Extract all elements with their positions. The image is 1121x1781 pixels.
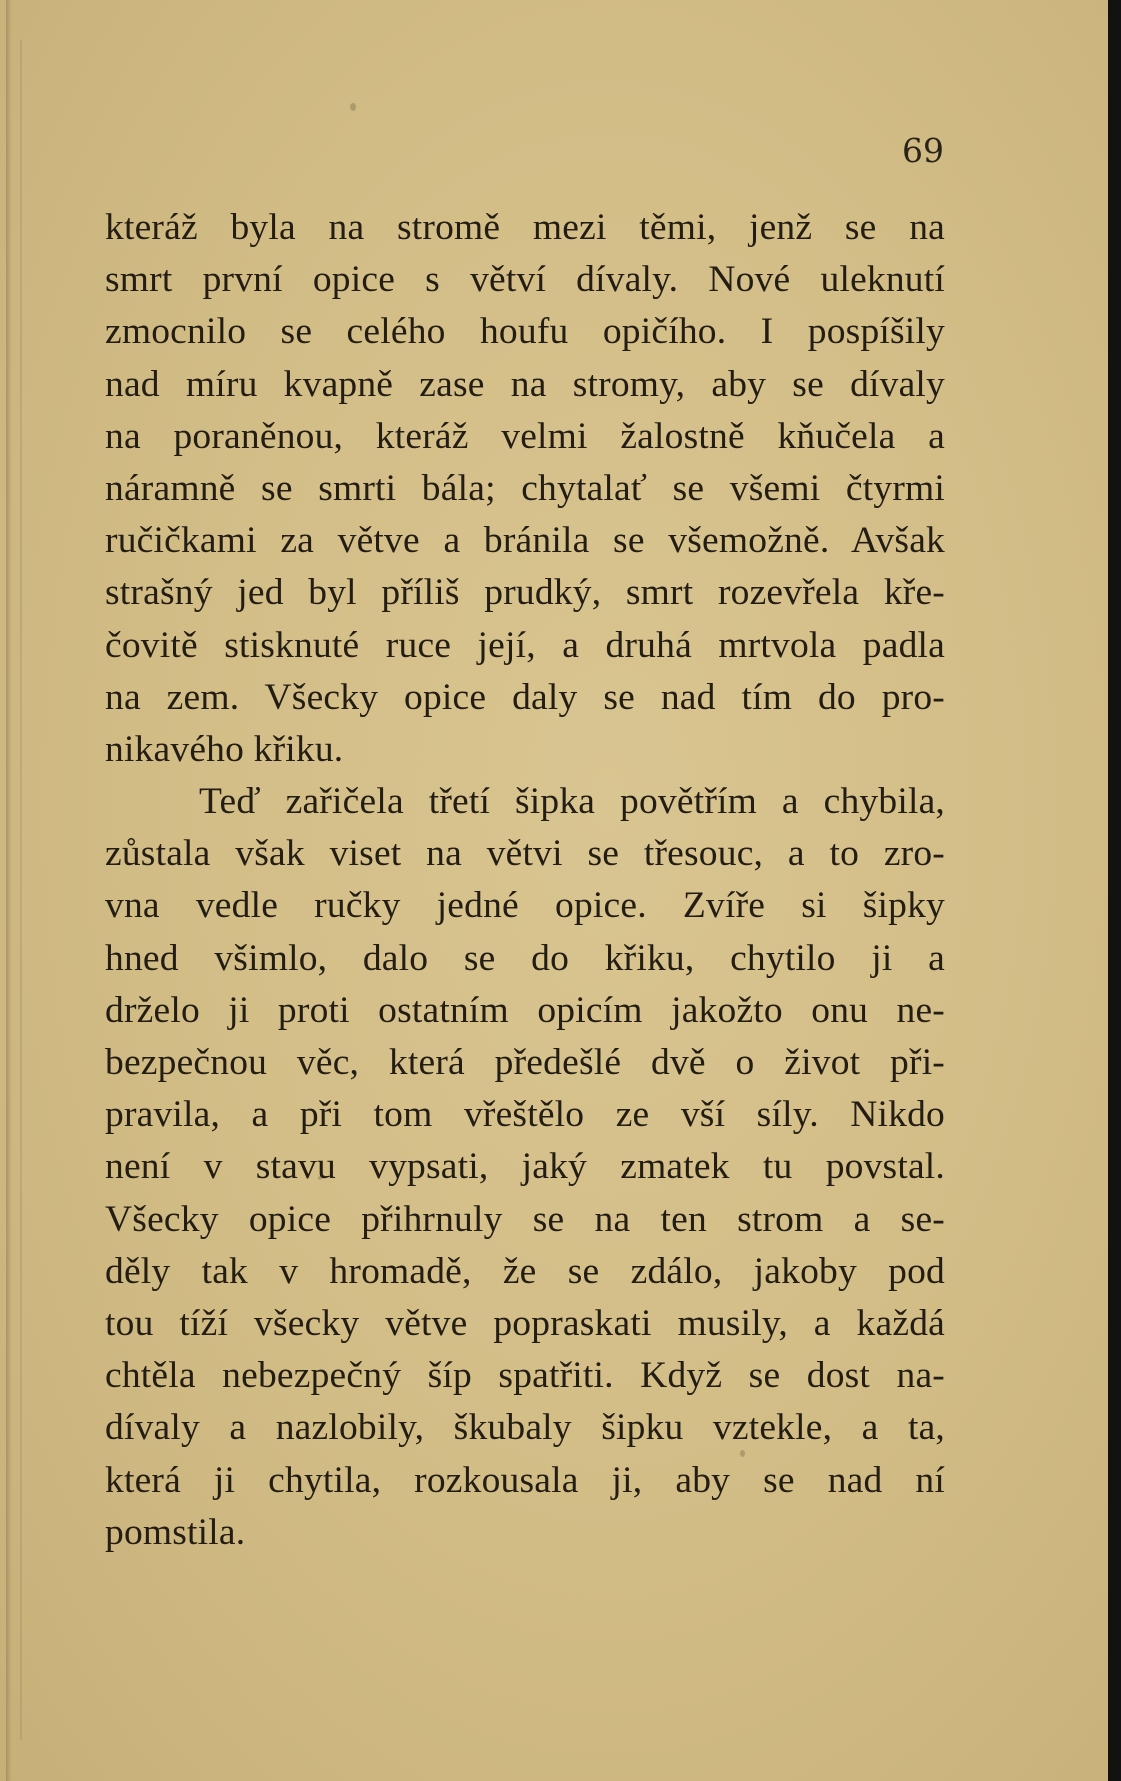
page-edge (1108, 0, 1121, 1781)
paper-blemish (350, 103, 356, 111)
text-line: zůstala však viset na větvi se třesouc, a to zro- (105, 833, 945, 875)
text-line: hned všimlo, dalo se do křiku, chytilo ji a (105, 937, 945, 979)
text-line: nikavého křiku. (105, 728, 344, 770)
text-line: strašný jed byl příliš prudký, smrt rozevřela kře- (105, 572, 945, 614)
page-number: 69 (902, 131, 944, 170)
text-line: Teď zařičela třetí šipka povětřím a chybila, (199, 781, 945, 823)
text-line: chtěla nebezpečný šíp spatřiti. Když se dost na- (105, 1355, 945, 1397)
text-line: na zem. Všecky opice daly se nad tím do pro- (105, 676, 945, 718)
body-text (105, 202, 945, 1559)
text-line: tou tíží všecky větve popraskati musily, a každá (105, 1302, 945, 1344)
text-line: děly tak v hromadě, že se zdálo, jakoby pod (105, 1250, 945, 1292)
text-line: vna vedle ručky jedné opice. Zvíře si šipky (105, 885, 945, 927)
text-line: ručičkami za větve a bránila se všemožně. Avšak (105, 520, 945, 562)
text-line: zmocnilo se celého houfu opičího. I pospíšily (105, 311, 945, 353)
page-fold-line (20, 40, 22, 1740)
text-line: dívaly a nazlobily, škubaly šipku vztekle, a ta, (105, 1407, 945, 1449)
text-line: která ji chytila, rozkousala ji, aby se nad ní (105, 1459, 945, 1501)
text-line: čovitě stisknuté ruce její, a druhá mrtvola padla (105, 624, 945, 666)
text-line: pomstila. (105, 1511, 246, 1553)
text-line: drželo ji proti ostatním opicím jakožto onu ne- (105, 989, 945, 1031)
text-line: pravila, a při tom vřeštělo ze vší síly. Nikdo (105, 1094, 945, 1136)
page-spine-shadow (6, 0, 12, 1781)
text-line: smrt první opice s větví dívaly. Nové uleknutí (105, 259, 945, 301)
text-line: na poraněnou, kteráž velmi žalostně kňučela a (105, 415, 945, 457)
text-line: Všecky opice přihrnuly se na ten strom a se- (105, 1198, 945, 1240)
text-line: není v stavu vypsati, jaký zmatek tu povstal. (105, 1146, 945, 1188)
text-line: náramně se smrti bála; chytalať se všemi čtyrmi (105, 467, 945, 509)
text-line: nad míru kvapně zase na stromy, aby se dívaly (105, 363, 945, 405)
text-line: kteráž byla na stromě mezi těmi, jenž se na (105, 207, 945, 248)
text-line: bezpečnou věc, která předešlé dvě o život při- (105, 1042, 945, 1083)
